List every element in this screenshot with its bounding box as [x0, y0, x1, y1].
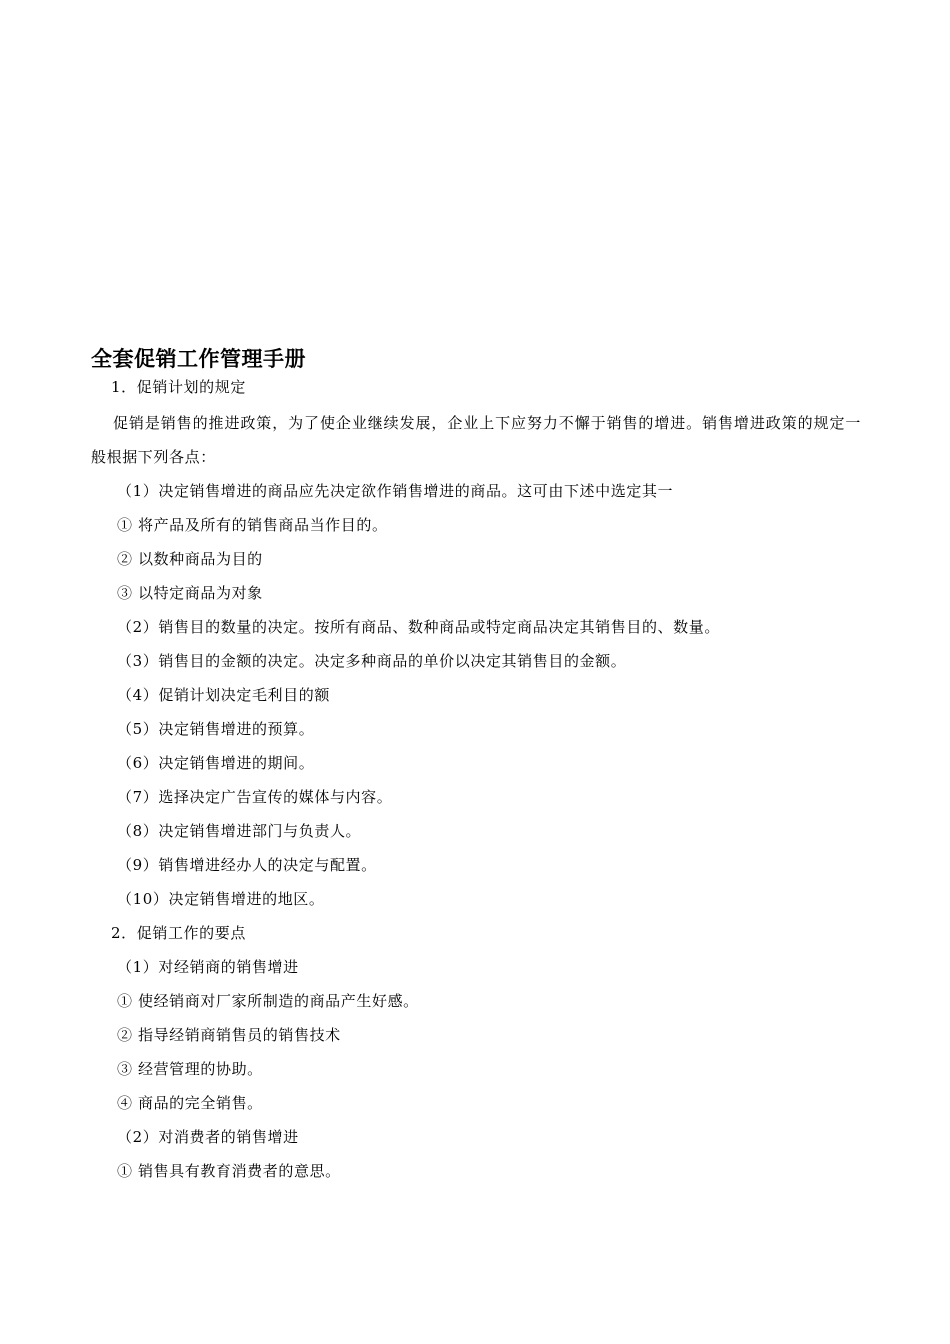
list-item: （5）决定销售增进的预算。: [117, 720, 315, 738]
section-heading-1: 1．促销计划的规定: [111, 378, 246, 396]
list-item: （2）销售目的数量的决定。按所有商品、数种商品或特定商品决定其销售目的、数量。: [117, 618, 720, 636]
list-item: （10）决定销售增进的地区。: [117, 890, 325, 908]
list-item: ① 使经销商对厂家所制造的商品产生好感。: [117, 992, 419, 1010]
list-item: （1）决定销售增进的商品应先决定欲作销售增进的商品。这可由下述中选定其一: [117, 482, 674, 500]
list-item: （2）对消费者的销售增进: [117, 1128, 299, 1146]
document-body: [91, 344, 861, 1188]
list-item: （6）决定销售增进的期间。: [117, 754, 315, 772]
list-item: （4）促销计划决定毛利目的额: [117, 686, 330, 704]
list-item: （8）决定销售增进部门与负责人。: [117, 822, 362, 840]
list-item: ① 销售具有教育消费者的意思。: [117, 1162, 341, 1180]
document-title: 全套促销工作管理手册: [91, 347, 306, 371]
intro-paragraph: 促销是销售的推进政策，为了使企业继续发展，企业上下应努力不懈于销售的增进。销售增进政策的规定一般根据下列各点：: [91, 414, 861, 466]
section-heading-2: 2．促销工作的要点: [111, 924, 246, 942]
list-item: ③ 以特定商品为对象: [117, 584, 263, 602]
list-item: ① 将产品及所有的销售商品当作目的。: [117, 516, 388, 534]
list-item: ② 以数种商品为目的: [117, 550, 263, 568]
list-item: （9）销售增进经办人的决定与配置。: [117, 856, 377, 874]
list-item: ② 指导经销商销售员的销售技术: [117, 1026, 341, 1044]
list-item: （7）选择决定广告宣传的媒体与内容。: [117, 788, 393, 806]
list-item: ③ 经营管理的协助。: [117, 1060, 263, 1078]
list-item: （1）对经销商的销售增进: [117, 958, 299, 976]
list-item: ④ 商品的完全销售。: [117, 1094, 263, 1112]
list-item: （3）销售目的金额的决定。决定多种商品的单价以决定其销售目的金额。: [117, 652, 627, 670]
